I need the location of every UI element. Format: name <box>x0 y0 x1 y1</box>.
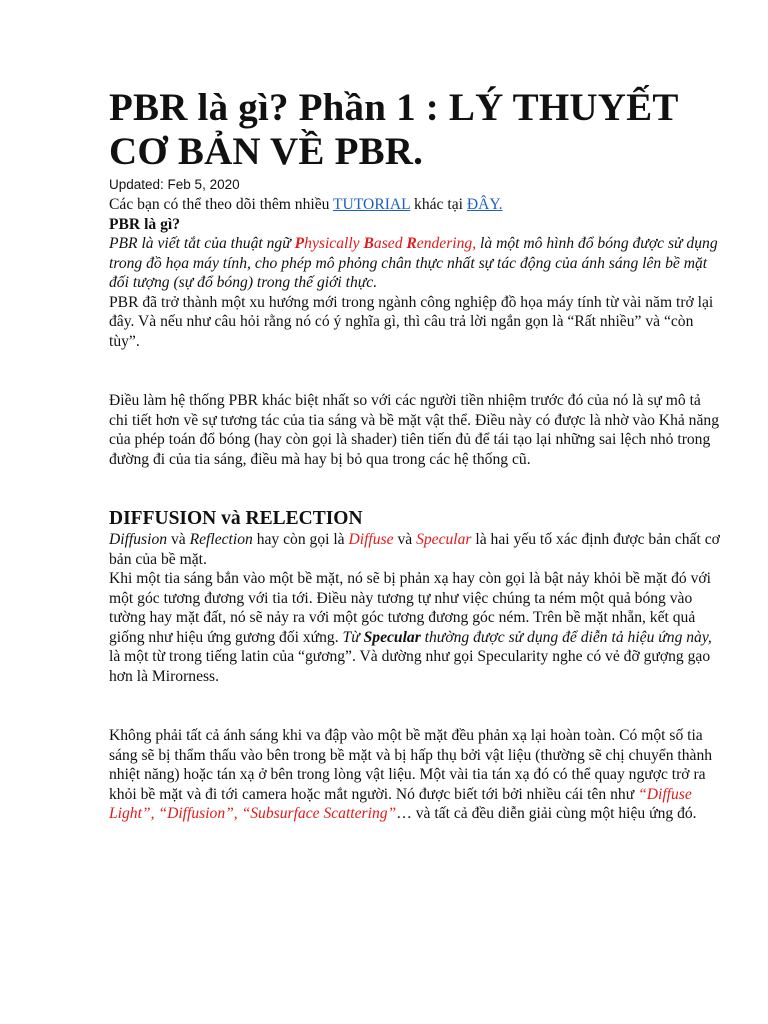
def-letter-b: B <box>363 235 374 252</box>
absorption-paragraph <box>109 726 721 824</box>
ray-tu: Từ <box>342 628 364 646</box>
absorb-tail: … và tất cả đều diễn giải cùng một hiệu ứng đó. <box>396 805 697 822</box>
difference-paragraph: Điều làm hệ thống PBR khác biệt nhất so với các người tiền nhiệm trước đó của nó là sự mô tả chi tiết hơn về sự tương tác của tia sáng và bề mặt vật thể. Điều này có được là nhờ vào Khả năng của phép toán đổ bóng (hay còn gọi là shader) tiên tiến đủ để tái tạo lại những sai lệch nhỏ trong đường đi của tia sáng, điều mà hay bị bỏ qua trong các hệ thống cũ. <box>109 392 719 468</box>
dr-va2: và <box>393 531 417 548</box>
term-specular: Specular <box>416 531 472 548</box>
def-ased: ased <box>373 235 407 252</box>
def-letter-r: R <box>406 235 417 252</box>
ray-tail: là một từ trong tiếng latin của “gương”. Và dường như gọi Specularity nghe có vẻ đỡ gượng gạo hơn là Mirorness. <box>109 648 711 685</box>
spacer <box>109 351 721 391</box>
spacer <box>109 469 721 508</box>
dr-rest: là hai yếu tố xác định được bản chất cơ bản của bề mặt. <box>109 531 720 568</box>
def-letter-p: P <box>294 235 305 252</box>
question-heading: PBR là gì? <box>109 215 181 233</box>
intro-middle: khác tại <box>410 196 467 213</box>
trend-paragraph: PBR đã trở thành một xu hướng mới trong ngành công nghiệp đồ họa máy tính từ vài năm trở lại đây. Và nếu như câu hỏi rằng nó có ý nghĩa gì, thì câu trả lời ngắn gọn là “Rất nhiều” và “còn tùy”. <box>109 293 714 350</box>
intro-line <box>109 195 721 215</box>
reflection-paragraph <box>109 569 721 686</box>
def-prefix: PBR là viết tắt của thuật ngữ <box>109 235 295 252</box>
dr-hay: hay còn gọi là <box>252 531 349 548</box>
diffusion-reflection-paragraph <box>109 530 721 569</box>
absorb-red-terms: “Diffuse Light”, “Diffusion”, “Subsurface Scattering” <box>109 785 692 822</box>
section-heading: DIFFUSION và RELECTION <box>109 508 363 529</box>
ray-specular: Specular <box>363 628 421 646</box>
dr-va1: và <box>167 531 190 548</box>
article <box>109 86 721 824</box>
def-endering: endering, <box>416 235 477 252</box>
page-title: PBR là gì? Phần 1 : LÝ THUYẾT CƠ BẢN VỀ PBR. <box>109 86 678 173</box>
updated-date: Updated: Feb 5, 2020 <box>109 177 240 192</box>
term-reflection: Reflection <box>189 531 253 548</box>
absorb-text: Không phải tất cả ánh sáng khi va đập vào một bề mặt đều phản xạ lại hoàn toàn. Có một số tia sáng sẽ bị thẩm thấu vào bên trong bề mặt và bị hấp thụ bởi vật liệu (thường sẽ chị chuyển thành nhiệt năng) hoặc tán xạ ở bên trong lòng vật liệu. Một vài tia tán xạ đó có thể quay ngược trở ra khỏi bề mặt và đi tới camera hoặc mắt người. Nó được biết tới bởi nhiều cái tên như <box>109 727 713 803</box>
intro-prefix: Các bạn có thể theo dõi thêm nhiều <box>109 196 334 213</box>
def-rest: là một mô hình đổ bóng được sử dụng trong đồ họa máy tính, cho phép mô phỏng chân thực nhất sự tác động của ánh sáng lên bề mặt đối tượng (sự đổ bóng) trong thế giới thực. <box>109 235 718 291</box>
definition-paragraph <box>109 234 721 293</box>
term-diffuse: Diffuse <box>348 531 394 548</box>
ray-italic-rest: thường được sử dụng để diễn tả hiệu ứng này, <box>420 628 712 646</box>
here-link[interactable]: ĐÂY. <box>466 196 503 213</box>
ray-text: Khi một tia sáng bắn vào một bề mặt, nó sẽ bị phản xạ hay còn gọi là bật nảy khỏi bề mặt đó với một góc tương đương với tia tới. Điều này tương tự như việc chúng ta ném một quả bóng vào tường hay mặt đất, nó sẽ nảy ra với một góc tương đương góc ném. Trên bề mặt nhẵn, kết quả giống như hiệu ứng gương đối xứng. <box>109 570 711 646</box>
tutorial-link[interactable]: TUTORIAL <box>333 196 411 213</box>
spacer <box>109 686 721 726</box>
term-diffusion: Diffusion <box>109 531 168 548</box>
def-hysically: hysically <box>304 235 364 252</box>
